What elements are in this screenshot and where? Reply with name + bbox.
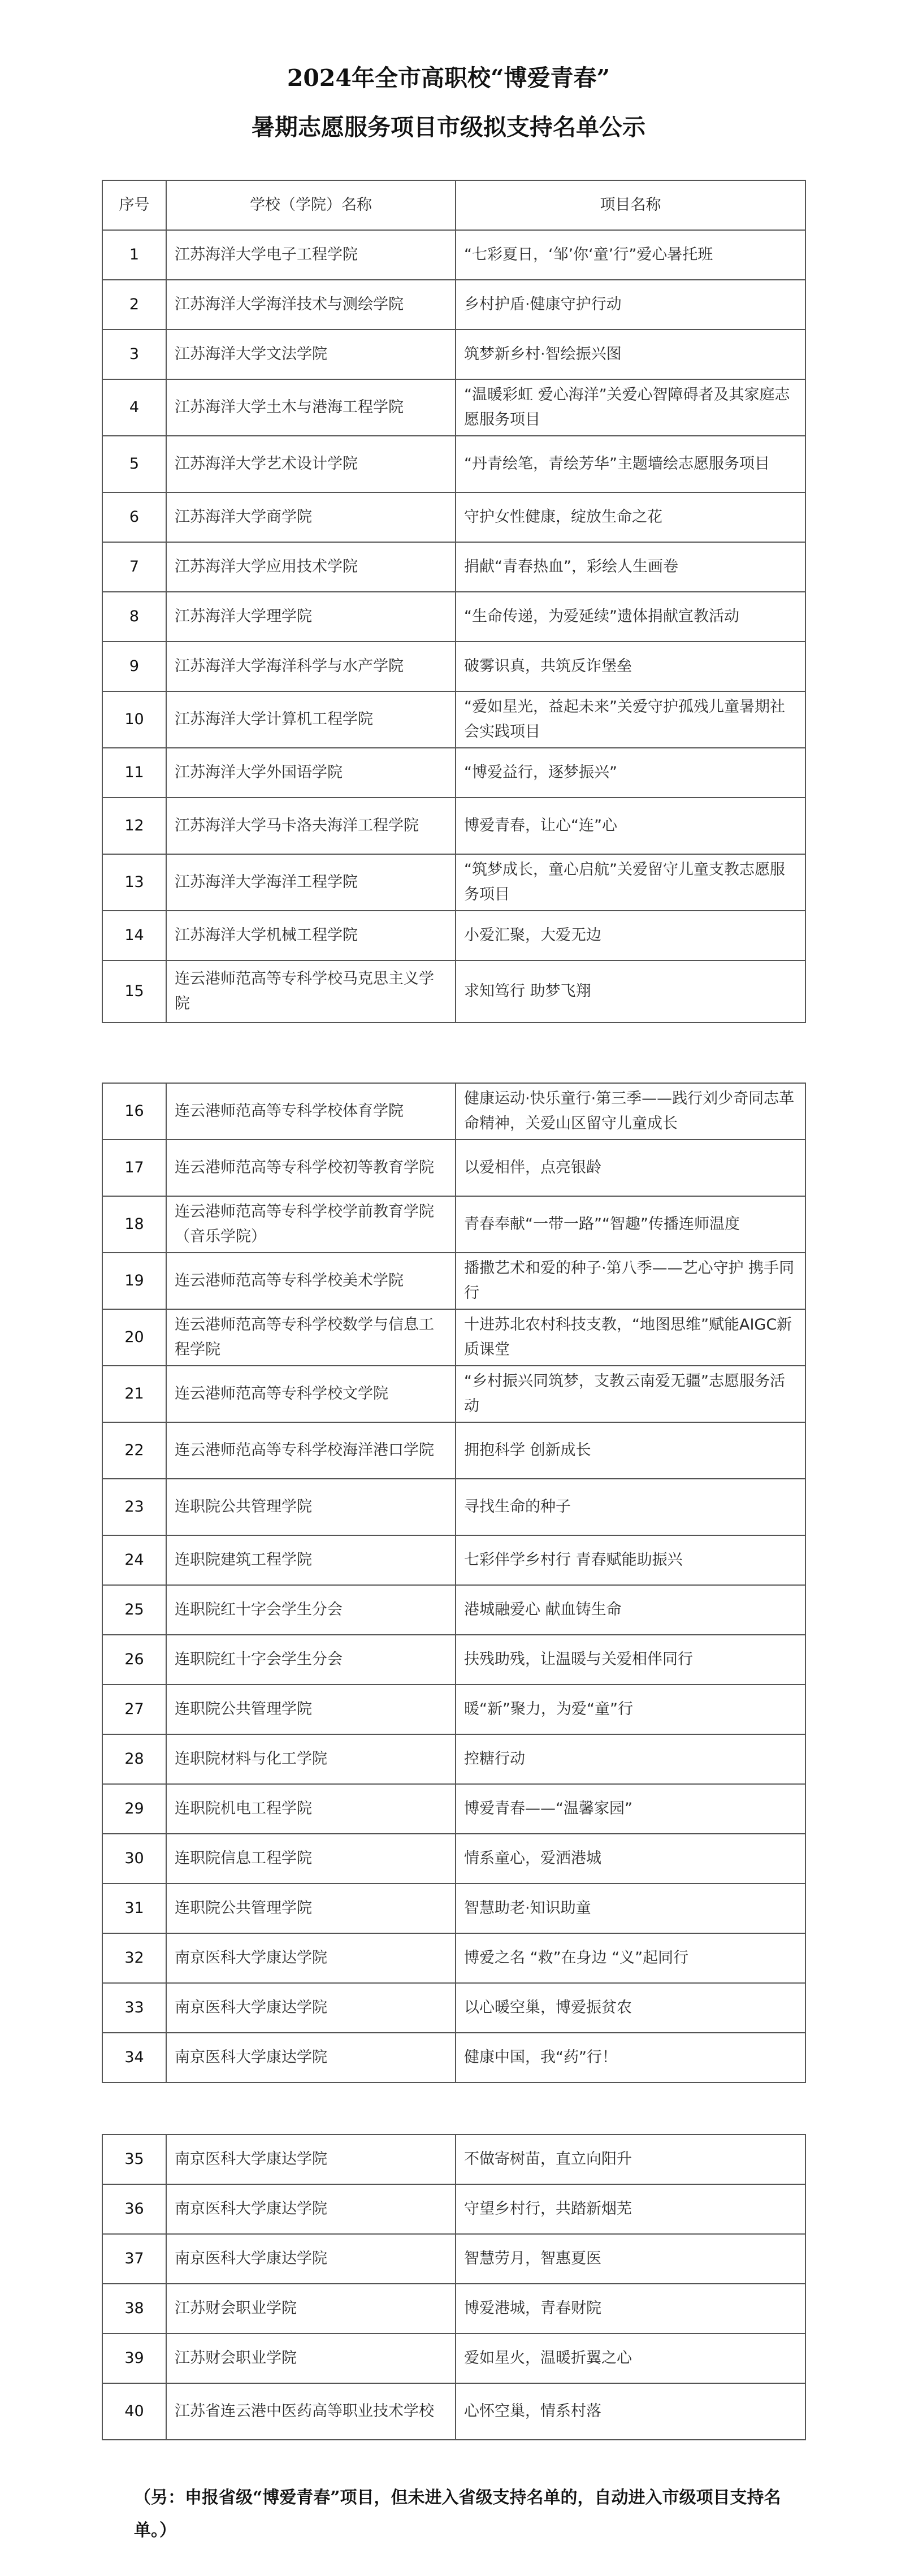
- school-name: 江苏海洋大学外国语学院: [166, 748, 456, 798]
- table-row: [102, 592, 805, 642]
- table-row: [102, 330, 805, 379]
- row-number: 6: [102, 492, 166, 542]
- school-name: 连职院公共管理学院: [166, 1479, 456, 1535]
- row-number: 14: [102, 911, 166, 960]
- school-name: 连云港师范高等专科学校体育学院: [166, 1083, 456, 1140]
- table-row: [102, 1535, 805, 1585]
- row-number: 18: [102, 1196, 166, 1253]
- project-name: 十进苏北农村科技支教，“地图思维”赋能AIGC新质课堂: [456, 1309, 805, 1366]
- column-header: 序号: [102, 180, 166, 230]
- table-row: [102, 2284, 805, 2333]
- row-number: 25: [102, 1585, 166, 1635]
- school-name: 江苏海洋大学海洋科学与水产学院: [166, 642, 456, 691]
- row-number: 2: [102, 280, 166, 330]
- project-name: “筑梦成长，童心启航”关爱留守儿童支教志愿服务项目: [456, 854, 805, 911]
- table-row: [102, 1196, 805, 1253]
- project-name: 控糖行动: [456, 1734, 805, 1784]
- table-row: [102, 2033, 805, 2083]
- project-name: 七彩伴学乡村行 青春赋能助振兴: [456, 1535, 805, 1585]
- table-row: [102, 1140, 805, 1196]
- table-row: [102, 691, 805, 748]
- school-name: 连云港师范高等专科学校数学与信息工程学院: [166, 1309, 456, 1366]
- project-name: 播撒艺术和爱的种子·第八季——艺心守护 携手同行: [456, 1253, 805, 1309]
- project-name: 博爱青春——“温馨家园”: [456, 1784, 805, 1834]
- project-name: 以爱相伴，点亮银龄: [456, 1140, 805, 1196]
- page-title: 2024年全市高职校“博爱青春”: [287, 64, 610, 92]
- project-name: 青春奉献“一带一路”“智趣”传播连师温度: [456, 1196, 805, 1253]
- table-row: [102, 2135, 805, 2184]
- project-name: 求知笃行 助梦飞翔: [456, 960, 805, 1023]
- school-name: 南京医科大学康达学院: [166, 2033, 456, 2083]
- project-name: 智慧助老·知识助童: [456, 1884, 805, 1933]
- project-name: “爱如星光，益起未来”关爱守护孤残儿童暑期社会实践项目: [456, 691, 805, 748]
- table-row: [102, 911, 805, 960]
- row-number: 29: [102, 1784, 166, 1834]
- row-number: 8: [102, 592, 166, 642]
- row-number: 22: [102, 1422, 166, 1479]
- school-name: 连云港师范高等专科学校初等教育学院: [166, 1140, 456, 1196]
- school-name: 江苏海洋大学土木与港海工程学院: [166, 379, 456, 436]
- row-number: 39: [102, 2333, 166, 2383]
- table-row: [102, 542, 805, 592]
- row-number: 15: [102, 960, 166, 1023]
- project-name: 智慧劳月，智惠夏医: [456, 2234, 805, 2284]
- row-number: 11: [102, 748, 166, 798]
- row-number: 21: [102, 1366, 166, 1422]
- row-number: 32: [102, 1933, 166, 1983]
- row-number: 12: [102, 798, 166, 854]
- table-row: [102, 1253, 805, 1309]
- school-name: 南京医科大学康达学院: [166, 2135, 456, 2184]
- school-name: 南京医科大学康达学院: [166, 1933, 456, 1983]
- row-number: 4: [102, 379, 166, 436]
- table-row: [102, 854, 805, 911]
- table-row: [102, 2184, 805, 2234]
- table-row: [102, 379, 805, 436]
- project-name: 寻找生命的种子: [456, 1479, 805, 1535]
- row-number: 17: [102, 1140, 166, 1196]
- project-name: 健康运动·快乐童行·第三季——践行刘少奇同志革命精神，关爱山区留守儿童成长: [456, 1083, 805, 1140]
- table-row: [102, 1366, 805, 1422]
- table-row: [102, 1422, 805, 1479]
- project-name: 扶残助残，让温暖与关爱相伴同行: [456, 1635, 805, 1685]
- row-number: 37: [102, 2234, 166, 2284]
- row-number: 16: [102, 1083, 166, 1140]
- project-name: “温暖彩虹 爱心海洋”关爱心智障碍者及其家庭志愿服务项目: [456, 379, 805, 436]
- row-number: 20: [102, 1309, 166, 1366]
- school-name: 连职院红十字会学生分会: [166, 1635, 456, 1685]
- school-name: 江苏海洋大学电子工程学院: [166, 230, 456, 280]
- project-name: 以心暖空巢，博爱振贫农: [456, 1983, 805, 2033]
- project-name: 筑梦新乡村·智绘振兴图: [456, 330, 805, 379]
- table-row: [102, 1734, 805, 1784]
- row-number: 5: [102, 436, 166, 492]
- project-name: “博爱益行，逐梦振兴”: [456, 748, 805, 798]
- table-row: [102, 2234, 805, 2284]
- table-row: [102, 1083, 805, 1140]
- table-row: [102, 230, 805, 280]
- school-name: 连云港师范高等专科学校海洋港口学院: [166, 1422, 456, 1479]
- school-name: 连职院红十字会学生分会: [166, 1585, 456, 1635]
- school-name: 连职院信息工程学院: [166, 1834, 456, 1884]
- list-table-part-1: [102, 180, 806, 1023]
- school-name: 连云港师范高等专科学校文学院: [166, 1366, 456, 1422]
- row-number: 7: [102, 542, 166, 592]
- project-name: 港城融爱心 献血铸生命: [456, 1585, 805, 1635]
- project-name: 暖“新”聚力，为爱“童”行: [456, 1685, 805, 1734]
- row-number: 9: [102, 642, 166, 691]
- table-row: [102, 436, 805, 492]
- table-row: [102, 960, 805, 1023]
- row-number: 10: [102, 691, 166, 748]
- table-row: [102, 798, 805, 854]
- row-number: 26: [102, 1635, 166, 1685]
- project-name: 博爱青春，让心“连”心: [456, 798, 805, 854]
- school-name: 南京医科大学康达学院: [166, 2234, 456, 2284]
- project-name: 乡村护盾·健康守护行动: [456, 280, 805, 330]
- school-name: 江苏海洋大学理学院: [166, 592, 456, 642]
- footnote: （另：申报省级“博爱青春”项目，但未进入省级支持名单的，自动进入市级项目支持名单。）: [134, 2488, 781, 2540]
- row-number: 3: [102, 330, 166, 379]
- table-row: [102, 1309, 805, 1366]
- project-name: 守护女性健康，绽放生命之花: [456, 492, 805, 542]
- school-name: 江苏海洋大学海洋工程学院: [166, 854, 456, 911]
- table-row: [102, 2383, 805, 2440]
- school-name: 南京医科大学康达学院: [166, 1983, 456, 2033]
- school-name: 连职院公共管理学院: [166, 1884, 456, 1933]
- row-number: 31: [102, 1884, 166, 1933]
- row-number: 13: [102, 854, 166, 911]
- school-name: 连云港师范高等专科学校学前教育学院（音乐学院）: [166, 1196, 456, 1253]
- project-name: 健康中国，我“药”行！: [456, 2033, 805, 2083]
- list-table-part-2: [102, 1083, 806, 2083]
- school-name: 连职院机电工程学院: [166, 1784, 456, 1834]
- school-name: 南京医科大学康达学院: [166, 2184, 456, 2234]
- school-name: 江苏海洋大学文法学院: [166, 330, 456, 379]
- school-name: 江苏海洋大学机械工程学院: [166, 911, 456, 960]
- table-row: [102, 1479, 805, 1535]
- school-name: 江苏海洋大学海洋技术与测绘学院: [166, 280, 456, 330]
- table-row: [102, 642, 805, 691]
- table-row: [102, 1933, 805, 1983]
- row-number: 38: [102, 2284, 166, 2333]
- project-name: 情系童心，爱洒港城: [456, 1834, 805, 1884]
- project-name: “七彩夏日，‘邹’你‘童’行”爱心暑托班: [456, 230, 805, 280]
- school-name: 连云港师范高等专科学校马克思主义学院: [166, 960, 456, 1023]
- table-header-row: [102, 180, 805, 230]
- project-name: 不做寄树苗，直立向阳升: [456, 2135, 805, 2184]
- school-name: 江苏海洋大学应用技术学院: [166, 542, 456, 592]
- row-number: 40: [102, 2383, 166, 2440]
- project-name: 破雾识真，共筑反诈堡垒: [456, 642, 805, 691]
- project-name: 博爱港城，青春财院: [456, 2284, 805, 2333]
- school-name: 江苏省连云港中医药高等职业技术学校: [166, 2383, 456, 2440]
- table-row: [102, 280, 805, 330]
- school-name: 连职院公共管理学院: [166, 1685, 456, 1734]
- table-row: [102, 1834, 805, 1884]
- project-name: 拥抱科学 创新成长: [456, 1422, 805, 1479]
- page-subtitle: 暑期志愿服务项目市级拟支持名单公示: [252, 114, 645, 141]
- row-number: 33: [102, 1983, 166, 2033]
- school-name: 江苏财会职业学院: [166, 2333, 456, 2383]
- project-name: 守望乡村行，共踏新烟芜: [456, 2184, 805, 2234]
- table-row: [102, 1983, 805, 2033]
- row-number: 1: [102, 230, 166, 280]
- project-name: 爱如星火，温暖折翼之心: [456, 2333, 805, 2383]
- column-header: 学校（学院）名称: [166, 180, 456, 230]
- project-name: 心怀空巢，情系村落: [456, 2383, 805, 2440]
- table-row: [102, 2333, 805, 2383]
- table-row: [102, 1635, 805, 1685]
- school-name: 江苏海洋大学马卡洛夫海洋工程学院: [166, 798, 456, 854]
- row-number: 30: [102, 1834, 166, 1884]
- row-number: 36: [102, 2184, 166, 2234]
- row-number: 34: [102, 2033, 166, 2083]
- row-number: 27: [102, 1685, 166, 1734]
- school-name: 江苏海洋大学商学院: [166, 492, 456, 542]
- school-name: 江苏海洋大学计算机工程学院: [166, 691, 456, 748]
- row-number: 35: [102, 2135, 166, 2184]
- table-row: [102, 1884, 805, 1933]
- project-name: “丹青绘笔，青绘芳华”主题墙绘志愿服务项目: [456, 436, 805, 492]
- table-row: [102, 1585, 805, 1635]
- table-row: [102, 748, 805, 798]
- row-number: 24: [102, 1535, 166, 1585]
- project-name: 小爱汇聚，大爱无边: [456, 911, 805, 960]
- table-row: [102, 492, 805, 542]
- row-number: 28: [102, 1734, 166, 1784]
- table-row: [102, 1685, 805, 1734]
- school-name: 连职院材料与化工学院: [166, 1734, 456, 1784]
- row-number: 23: [102, 1479, 166, 1535]
- project-name: 捐献“青春热血”，彩绘人生画卷: [456, 542, 805, 592]
- row-number: 19: [102, 1253, 166, 1309]
- school-name: 江苏海洋大学艺术设计学院: [166, 436, 456, 492]
- table-row: [102, 1784, 805, 1834]
- project-name: “乡村振兴同筑梦，支教云南爱无疆”志愿服务活动: [456, 1366, 805, 1422]
- school-name: 连云港师范高等专科学校美术学院: [166, 1253, 456, 1309]
- column-header: 项目名称: [456, 180, 805, 230]
- school-name: 连职院建筑工程学院: [166, 1535, 456, 1585]
- list-table-part-3: [102, 2134, 806, 2440]
- school-name: 江苏财会职业学院: [166, 2284, 456, 2333]
- project-name: “生命传递，为爱延续”遗体捐献宣教活动: [456, 592, 805, 642]
- project-name: 博爱之名 “救”在身边 “义”起同行: [456, 1933, 805, 1983]
